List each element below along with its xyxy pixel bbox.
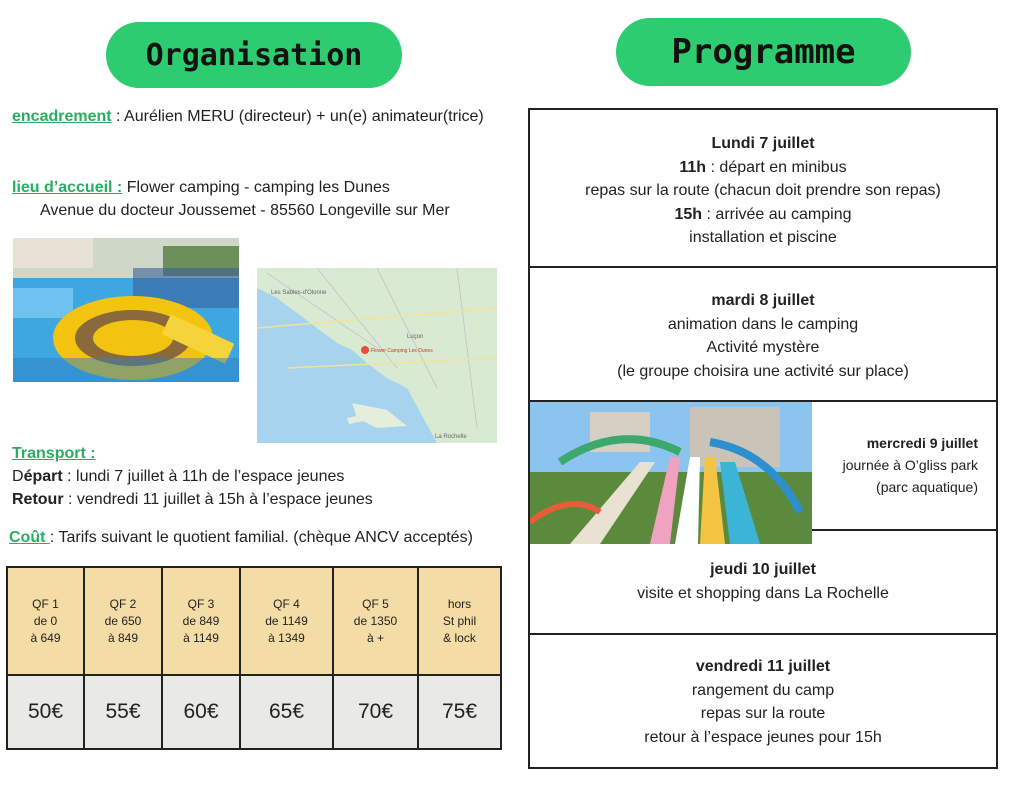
tariff-price-qf5: 70€: [334, 676, 419, 748]
camping-pool-photo: [13, 238, 239, 382]
tariff-header-qf5: QF 5 de 1350 à +: [334, 568, 419, 676]
tariff-price-qf2: 55€: [85, 676, 163, 748]
vendredi-title: vendredi 11 juillet: [695, 658, 831, 675]
day-lundi: Lundi 7 juillet 11h : départ en minibus repas sur la route (chacun doit prendre son repas) 15h : arrivée au camping installation et piscine: [530, 110, 996, 268]
lieu-line-2: Avenue du docteur Joussemet - 85560 Longeville sur Mer: [40, 202, 450, 219]
map-label-camping: Flower Camping Les Dunes: [371, 348, 433, 354]
programme-box: [528, 108, 998, 769]
tariff-header-qf2: QF 2 de 650 à 849: [85, 568, 163, 676]
mercredi-title: mercredi 9 juillet: [866, 435, 978, 451]
tariff-header-qf3: QF 3 de 849 à 1149: [163, 568, 241, 676]
location-map: [257, 268, 497, 443]
tariff-price-qf1: 50€: [8, 676, 85, 748]
retour-line: [12, 489, 373, 511]
map-label-rochelle: La Rochelle: [435, 434, 467, 440]
lieu-label: lieu d’accueil :: [12, 179, 123, 196]
depart-line: [12, 466, 344, 488]
tariff-table: [6, 566, 502, 750]
transport-label-line: [12, 443, 96, 465]
ogliss-park-photo: [530, 402, 812, 544]
tariff-header-qf1: QF 1 de 0 à 649: [8, 568, 85, 676]
transport-label: Transport :: [12, 445, 96, 462]
encadrement-label: encadrement: [12, 108, 112, 125]
day-mardi: mardi 8 juillet animation dans le camping Activité mystère (le groupe choisira une activité sur place): [530, 268, 996, 402]
lieu-line-1: [12, 177, 390, 199]
tariff-header-qf4: QF 4 de 1149 à 1349: [241, 568, 334, 676]
tariff-price-qf4: 65€: [241, 676, 334, 748]
cout-line: [9, 527, 473, 549]
encadrement-line: [12, 106, 484, 128]
map-label-sables: Les Sables-d'Olonne: [271, 290, 327, 296]
programme-header: Programme: [616, 18, 911, 86]
jeudi-title: jeudi 10 juillet: [710, 561, 816, 578]
day-jeudi: jeudi 10 juillet visite et shopping dans La Rochelle: [530, 531, 996, 635]
tariff-price-qf3: 60€: [163, 676, 241, 748]
depart-bold: épart: [23, 468, 63, 485]
tariff-header-hors: hors St phil & lock: [419, 568, 500, 676]
depart-pre: D: [12, 468, 24, 485]
retour-text: : vendredi 11 juillet à 15h à l’espace jeunes: [63, 491, 373, 508]
retour-bold: Retour: [12, 491, 64, 508]
lundi-title: Lundi 7 juillet: [711, 135, 815, 152]
lieu-line1: Flower camping - camping les Dunes: [122, 179, 390, 196]
day-vendredi: vendredi 11 juillet rangement du camp repas sur la route retour à l’espace jeunes pour 15h: [644, 658, 882, 746]
day-mercredi: mercredi 9 juillet journée à O’gliss park (parc aquatique): [530, 402, 996, 531]
mardi-title: mardi 8 juillet: [711, 292, 815, 309]
cout-label: Coût: [9, 529, 50, 546]
depart-text: : lundi 7 juillet à 11h de l’espace jeunes: [62, 468, 345, 485]
tariff-price-hors: 75€: [419, 676, 500, 748]
encadrement-text: : Aurélien MERU (directeur) + un(e) animateur(trice): [111, 108, 484, 125]
cout-text: : Tarifs suivant le quotient familial. (chèque ANCV acceptés): [49, 529, 473, 546]
map-label-lucon: Luçon: [407, 334, 424, 340]
organisation-header: Organisation: [106, 22, 402, 88]
